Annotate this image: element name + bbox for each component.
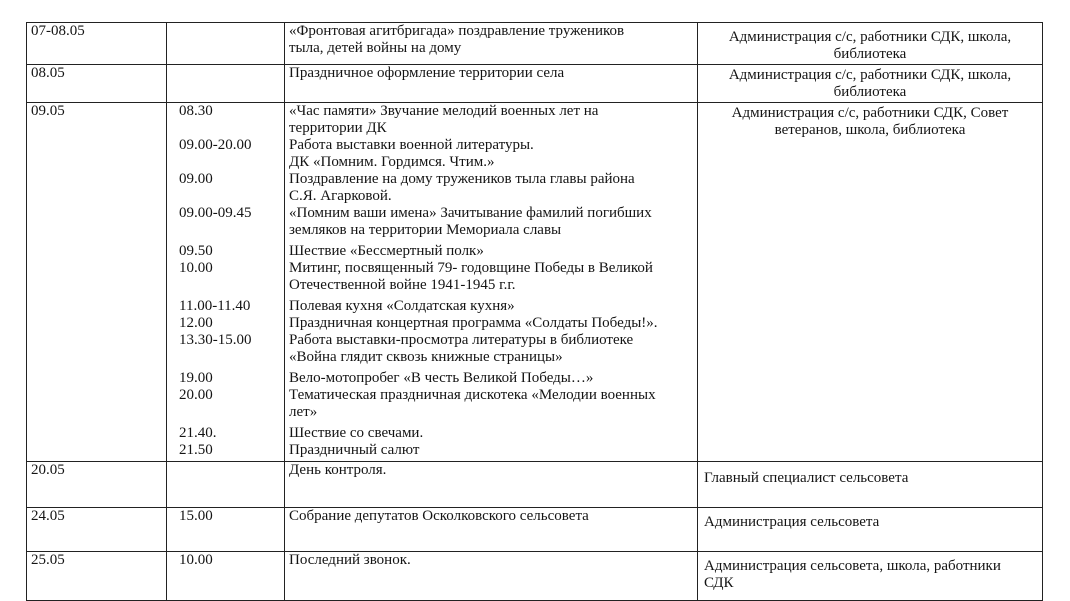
time-slot: 20.00 xyxy=(179,387,213,403)
event-item: «Час памяти» Звучание мелодий военных лет на территории ДК xyxy=(289,103,599,136)
event-item: Работа выставки-просмотра литературы в библиотеке «Война глядит сквозь книжные страницы» xyxy=(289,332,634,365)
time-cell xyxy=(167,462,285,508)
event-cell xyxy=(285,103,698,462)
date-cell: 24.05 xyxy=(27,508,167,552)
responsible-cell: Администрация с/с, работники СДК, Совет ветеранов, школа, библиотека xyxy=(698,103,1043,462)
event-item: Праздничная концертная программа «Солдаты Победы!». xyxy=(289,315,658,331)
responsible-cell: Администрация сельсовета xyxy=(698,508,1043,552)
event-cell: Последний звонок. xyxy=(285,552,698,601)
event-cell: Праздничное оформление территории села xyxy=(285,65,698,103)
time-slot: 09.00-09.45 xyxy=(179,205,252,221)
event-item: Вело-мотопробег «В честь Великой Победы…» xyxy=(289,370,594,386)
event-cell: «Фронтовая агитбригада» поздравление тружеников тыла, детей войны на дому xyxy=(285,23,698,65)
time-slot: 13.30-15.00 xyxy=(179,332,252,348)
time-slot: 12.00 xyxy=(179,315,213,331)
table-row xyxy=(27,65,1043,103)
time-slot: 21.50 xyxy=(179,442,213,458)
time-slot: 09.00 xyxy=(179,171,213,187)
time-slot: 09.00-20.00 xyxy=(179,137,252,153)
event-cell: Собрание депутатов Осколковского сельсовета xyxy=(285,508,698,552)
event-item: Шествие со свечами. xyxy=(289,425,424,441)
date-cell: 20.05 xyxy=(27,462,167,508)
time-slot: 09.50 xyxy=(179,243,213,259)
date-cell: 07-08.05 xyxy=(27,23,167,65)
table-row xyxy=(27,23,1043,65)
table-row xyxy=(27,462,1043,508)
table-row xyxy=(27,552,1043,601)
time-slot: 10.00 xyxy=(179,260,213,276)
responsible-cell: Администрация с/с, работники СДК, школа, библиотека xyxy=(698,65,1043,103)
time-cell: 10.00 xyxy=(167,552,285,601)
event-schedule-table xyxy=(26,22,1043,601)
time-slot: 08.30 xyxy=(179,103,213,119)
time-cell xyxy=(167,103,285,462)
time-slot: 21.40. xyxy=(179,425,217,441)
event-item: Тематическая праздничная дискотека «Мелодии военных лет» xyxy=(289,387,656,420)
event-item: Работа выставки военной литературы. ДК «Помним. Гордимся. Чтим.» xyxy=(289,137,534,170)
time-cell xyxy=(167,23,285,65)
event-item: Поздравление на дому тружеников тыла главы района С.Я. Агарковой. xyxy=(289,171,635,204)
event-item: Шествие «Бессмертный полк» xyxy=(289,243,484,259)
table-row xyxy=(27,508,1043,552)
time-cell: 15.00 xyxy=(167,508,285,552)
event-item: Праздничный салют xyxy=(289,442,420,458)
time-cell xyxy=(167,65,285,103)
date-cell: 08.05 xyxy=(27,65,167,103)
date-cell: 09.05 xyxy=(27,103,167,462)
responsible-cell: Администрация с/с, работники СДК, школа, библиотека xyxy=(698,23,1043,65)
time-slot: 11.00-11.40 xyxy=(179,298,251,314)
event-cell: День контроля. xyxy=(285,462,698,508)
table-row xyxy=(27,103,1043,462)
responsible-cell: Главный специалист сельсовета xyxy=(698,462,1043,508)
event-item: Полевая кухня «Солдатская кухня» xyxy=(289,298,515,314)
responsible-cell: Администрация сельсовета, школа, работники СДК xyxy=(698,552,1043,601)
event-item: «Помним ваши имена» Зачитывание фамилий погибших земляков на территории Мемориала славы xyxy=(289,205,652,238)
event-item: Митинг, посвященный 79- годовщине Победы в Великой Отечественной войне 1941-1945 г.г. xyxy=(289,260,653,293)
time-slot: 19.00 xyxy=(179,370,213,386)
date-cell: 25.05 xyxy=(27,552,167,601)
